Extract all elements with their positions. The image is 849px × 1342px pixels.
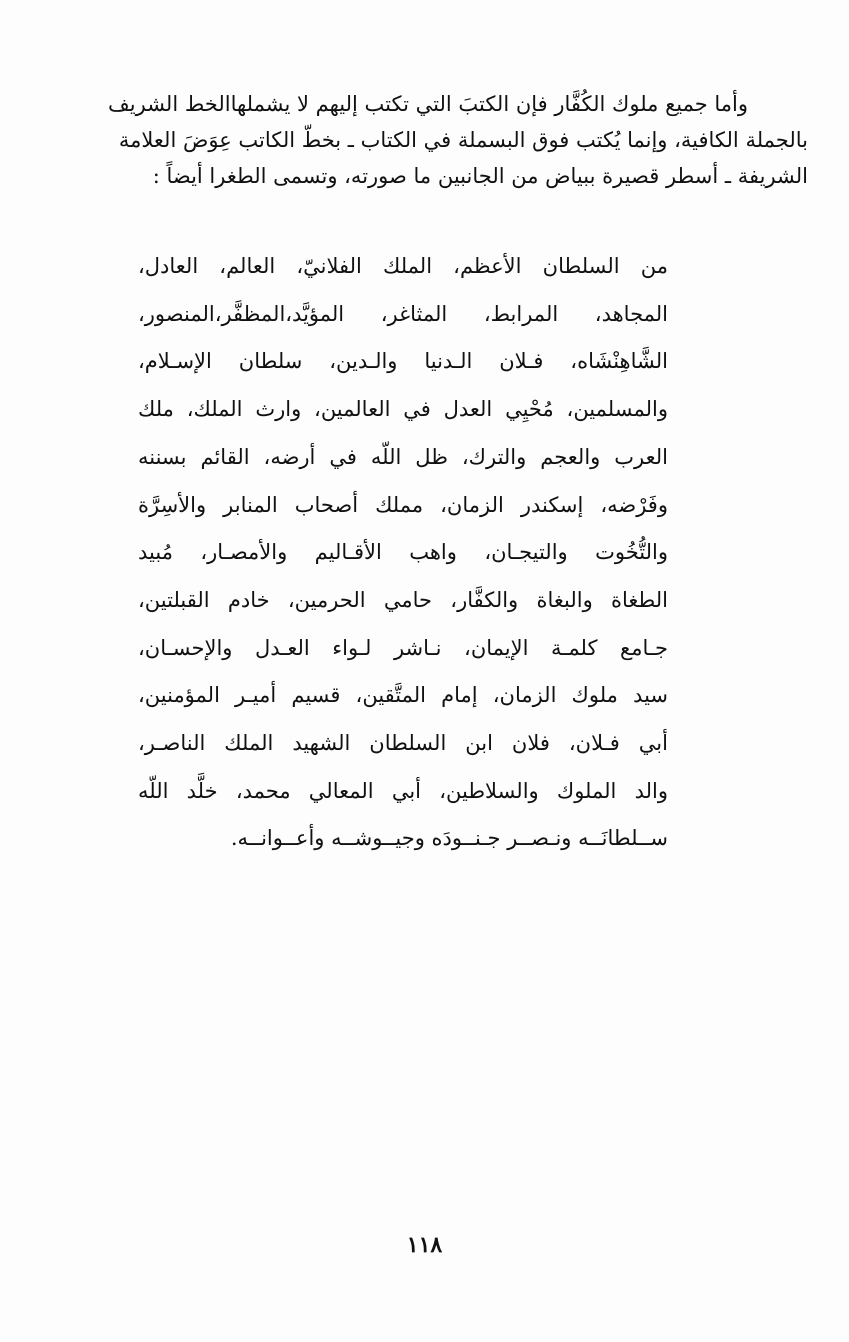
quote-line: الطغاة والبغاة والكفَّار، حامي الحرمين، خادم القبلتين، [138,587,668,612]
intro-paragraph [28,86,808,194]
quote-line: العرب والعجم والترك، ظل اللّه في أرضه، القائم بسننه [138,444,668,469]
quote-line: ســلطانَــه ونـصــر جـنــودَه وجيــوشــه وأعــوانــه. [230,826,668,851]
quote-line: من السلطان الأعظم، الملك الفلانيّ، العالم، العادل، [138,254,668,278]
quote-line: الشَّاهِنْشَاه، فـلان الـدنيا والـدين، سلطان الإسـلام، [138,349,668,374]
intro-line: بالجملة الكافية، وإنما يُكتب فوق البسملة في الكتاب ـ بخطّ الكاتب عِوَضَ العلامة [118,128,808,152]
intro-line: الشريفة ـ أسطر قصيرة ببياض من الجانبين ما صورته، وتسمى الطغرا أيضاً : [152,164,808,188]
quote-line: والمسلمين، مُحْيِي العدل في العالمين، وارث الملك، ملك [138,397,668,422]
quote-line: جـامع كلمـة الإيمان، نـاشر لـواء العـدل والإحسـان، [138,635,668,660]
quote-line: وفَرْضه، إسكندر الزمان، مملك أصحاب المنابر والأسِرَّة [138,492,668,517]
quote-line: والد الملوك والسلاطين، أبي المعالي محمد، خلَّد اللّه [138,778,668,803]
tughra-quote-block [138,243,668,863]
intro-line: وأما جميع ملوك الكُفَّار فإن الكتبَ التي تكتب إليهم لا يشملهاالخط الشريف [108,92,748,116]
quote-line: سيد ملوك الزمان، إمام المتَّقين، قسيم أميـر المؤمنين، [138,683,668,708]
page-number: ١١٨ [406,1232,443,1258]
quote-line: المجاهد، المرابط، المثاغر، المؤيَّد،المظفَّر،المنصور، [138,301,668,326]
quote-line: أبي فـلان، فلان ابن السلطان الشهيد الملك الناصـر، [138,731,668,756]
quote-line: والتُّخُوت والتيجـان، واهب الأقـاليم والأمصـار، مُبيد [138,540,668,565]
